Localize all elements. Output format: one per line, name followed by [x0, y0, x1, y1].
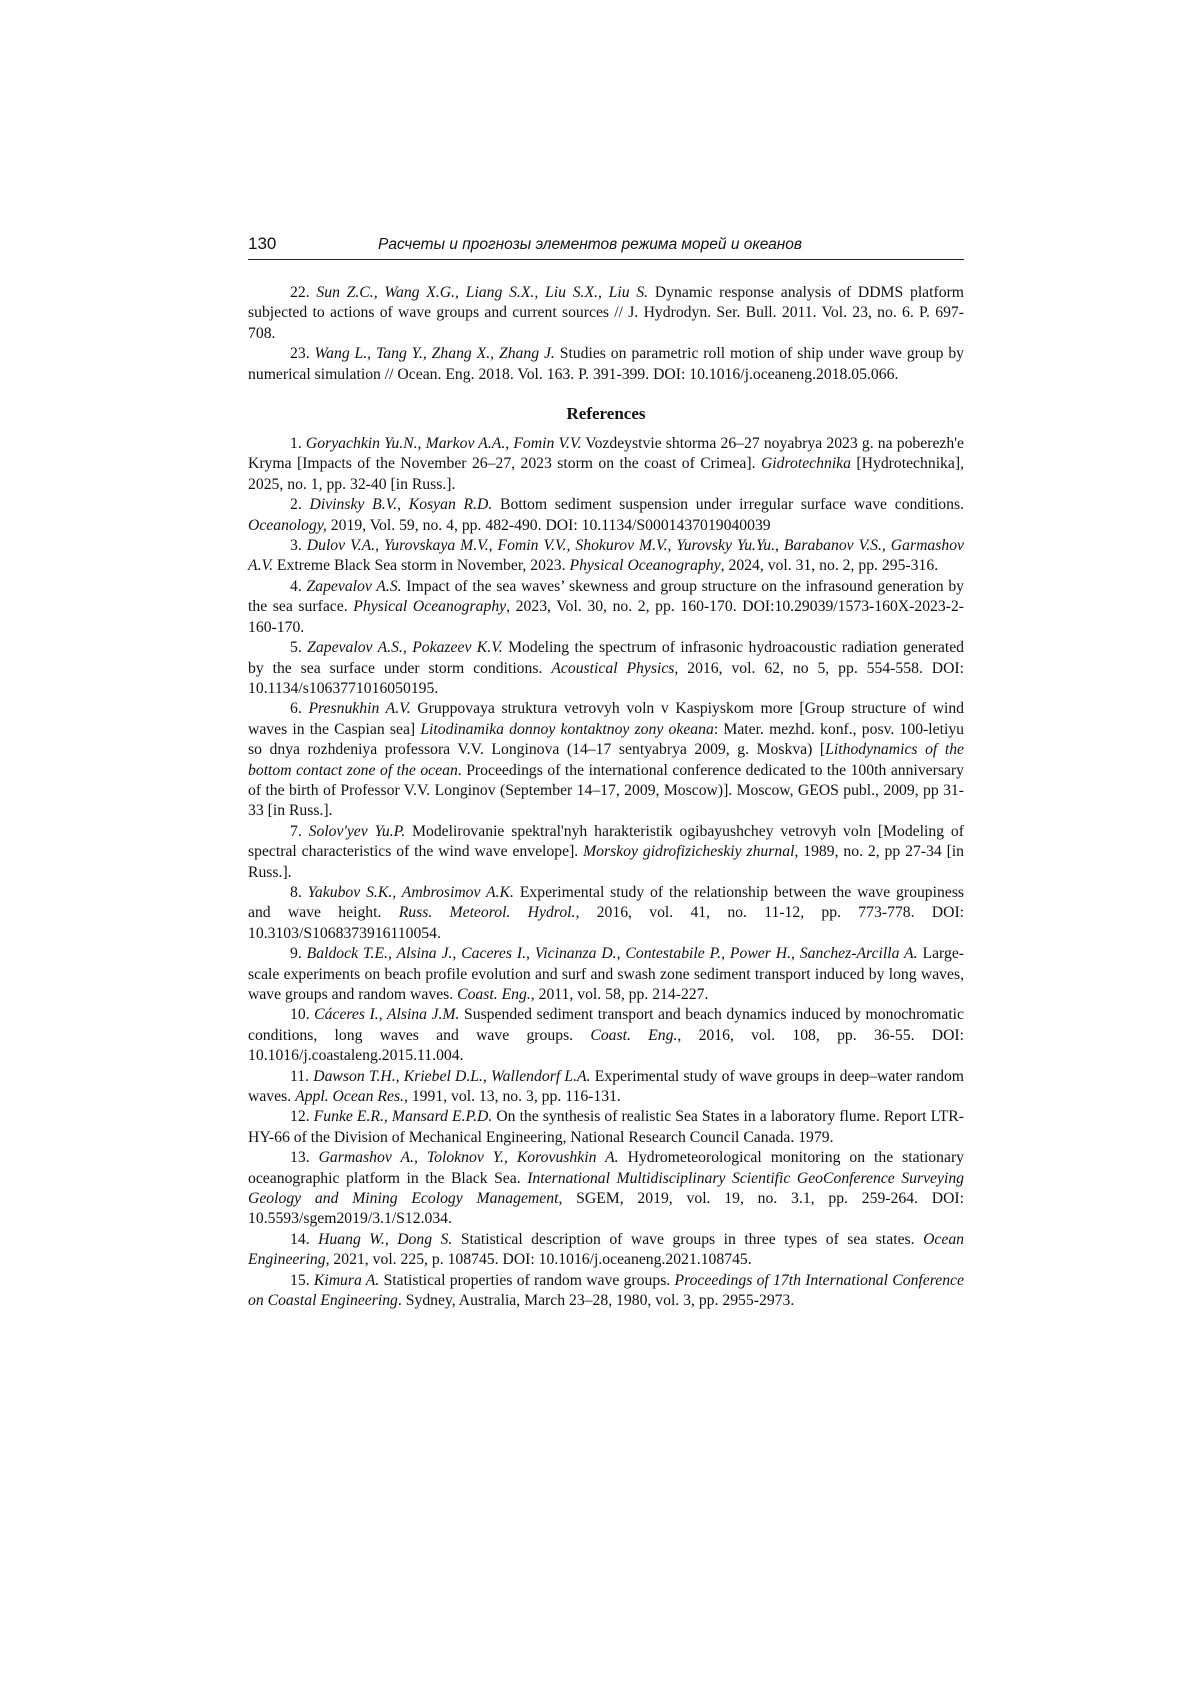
reference-entry: 1. Goryachkin Yu.N., Markov A.A., Fomin V.V. Vozdeystvie shtorma 26–27 noyabrya 2023 g. na poberezh'e Kryma [Impacts of the November 26–27, 2023 storm on the coast of Crimea]. Gidrotechnika [Hydrotechnika], 2025, no. 1, pp. 32-40 [in Russ.].: [248, 435, 965, 493]
reference-entry: 8. Yakubov S.K., Ambrosimov A.K. Experimental study of the relationship between the wave groupiness and wave height. Russ. Meteorol. Hydrol., 2016, vol. 41, no. 11-12, pp. 773-778. DOI: 10.3103/S1068373916110054.: [248, 883, 965, 942]
ref-journal: Coast. Eng.: [457, 986, 531, 1003]
ref-journal: Proceedings of 17th International Conference on Coastal Engineering: [248, 1271, 964, 1310]
ref-authors: Cáceres I., Alsina J.M.: [314, 1006, 460, 1024]
ref-journal: Physical Oceanography: [353, 598, 507, 616]
reference-entry: 14. Huang W., Dong S. Statistical description of wave groups in three types of sea states. Ocean Engineering, 2021, vol. 225, p. 108745. DOI: 10.1016/j.oceaneng.2021.108745.: [248, 1230, 965, 1269]
reference-entry: 13. Garmashov A., Toloknov Y., Korovushkin A. Hydrometeorological monitoring on the stationary oceanographic platform in the Black Sea. International Multidisciplinary Scientific GeoConference Surveying Geology and Mining Ecology Management, SGEM, 2019, vol. 19, no. 3.1, pp. 259-264. DOI: 10.5593/sgem2019/3.1/S12.034.: [248, 1149, 965, 1228]
body-text: [248, 283, 964, 1312]
ref-authors: Divinsky B.V., Kosyan R.D.: [309, 496, 493, 514]
reference-entry: 23. Wang L., Tang Y., Zhang X., Zhang J. Studies on parametric roll motion of ship under wave group by numerical simulation // Ocean. Eng. 2018. Vol. 163. P. 391-399. DOI: 10.1016/j.oceaneng.2018.05.066.: [248, 345, 965, 383]
ref-journal: Appl. Ocean Res.: [295, 1088, 404, 1106]
ref-journal: Physical Oceanography: [569, 557, 721, 575]
ref-authors: Dulov V.A., Yurovskaya M.V., Fomin V.V., Shokurov M.V., Yurovsky Yu.Yu., Barabanov V.S., Garmashov A.V.: [248, 537, 964, 575]
ref-authors: Goryachkin Yu.N., Markov A.A., Fomin V.V.: [305, 435, 582, 453]
reference-entry: 3. Dulov V.A., Yurovskaya M.V., Fomin V.V., Shokurov M.V., Yurovsky Yu.Yu., Barabanov V.S., Garmashov A.V. Extreme Black Sea storm in November, 2023. Physical Oceanography, 2024, vol. 31, no. 2, pp. 295-316.: [248, 537, 964, 575]
ref-journal: Morskoy gidrofizicheskiy zhurnal: [583, 843, 795, 861]
reference-entry: 7. Solov'yev Yu.P. Modelirovanie spektral'nyh harakteristik ogibayushchey vetrovyh voln [Modeling of spectral characteristics of the wind wave envelope]. Morskoy gidrofizicheskiy zhurnal, 1989, no. 2, pp 27-34 [in Russ.].: [248, 822, 964, 881]
page-number: 130: [248, 234, 277, 253]
ref-journal: Coast. Eng.: [590, 1026, 678, 1044]
ref-authors: Zapevalov A.S., Pokazeev K.V.: [307, 639, 503, 657]
reference-entry: 2. Divinsky B.V., Kosyan R.D. Bottom sediment suspension under irregular surface wave conditions. Oceanology, 2019, Vol. 59, no. 4, pp. 482-490. DOI: 10.1134/S0001437019040039: [248, 496, 965, 534]
ref-journal: Gidrotechnika: [760, 455, 851, 473]
reference-entry: 11. Dawson T.H., Kriebel D.L., Wallendorf L.A. Experimental study of wave groups in deep–water random waves. Appl. Ocean Res., 1991, vol. 13, no. 3, pp. 116-131.: [248, 1067, 965, 1106]
ref-authors: Huang W., Dong S.: [318, 1230, 453, 1248]
reference-entry: 4. Zapevalov A.S. Impact of the sea waves’ skewness and group structure on the infrasound generation by the sea surface. Physical Oceanography, 2023, Vol. 30, no. 2, pp. 160-170. DOI:10.29039/1573-160X-2023-2-160-170.: [248, 577, 965, 636]
reference-entry: 10. Cáceres I., Alsina J.M. Suspended sediment transport and beach dynamics induced by monochromatic conditions, long waves and wave groups. Coast. Eng., 2016, vol. 108, pp. 36-55. DOI: 10.1016/j.coastaleng.2015.11.004.: [248, 1006, 965, 1065]
reference-entry: 12. Funke E.R., Mansard E.P.D. On the synthesis of realistic Sea States in a laboratory flume. Report LTR-HY-66 of the Division of Mechanical Engineering, National Research Council Canada. 1979.: [248, 1108, 964, 1146]
reference-entry: 6. Presnukhin A.V. Gruppovaya struktura vetrovyh voln v Kaspiyskom more [Group structure of wind waves in the Caspian sea] Litodinamika donnoy kontaktnoy zony okeana: Mater. mezhd. konf., posv. 100-letiyu so dnya rozhdeniya professora V.V. Longinova (14–17 sentyabrya 2009, g. Moskva) [Lithodynamics of the bottom contact zone of the ocean. Proceedings of the international conference dedicated to the 100th anniversary of the birth of Professor V.V. Longinov (September 14–17, 2009, Moscow)]. Moscow, GEOS publ., 2009, pp 31-33 [in Russ.].: [248, 700, 965, 820]
ref-journal: Ocean Engineering: [248, 1230, 965, 1269]
ref-authors: Garmashov A., Toloknov Y., Korovushkin A.: [318, 1149, 619, 1167]
ref-authors: Presnukhin A.V.: [308, 700, 411, 718]
ref-authors: Yakubov S.K., Ambrosimov A.K.: [307, 883, 514, 901]
reference-entry: 9. Baldock T.E., Alsina J., Caceres I., Vicinanza D., Contestabile P., Power H., Sanchez-Arcilla A. Large-scale experiments on beach profile evolution and surf and swash zone sediment transport induced by long waves, wave groups and random waves. Coast. Eng., 2011, vol. 58, pp. 214-227.: [248, 945, 965, 1003]
ref-authors: Wang L., Tang Y., Zhang X., Zhang J.: [314, 345, 555, 363]
ref-journal: International Multidisciplinary Scientific GeoConference Surveying Geology and Mining Ecology Management: [248, 1169, 964, 1208]
ref-journal: Acoustical Physics: [551, 659, 675, 677]
ref-authors: Baldock T.E., Alsina J., Caceres I., Vicinanza D., Contestabile P., Power H., Sanchez-Arcilla A.: [306, 945, 918, 963]
running-title: Расчеты и прогнозы элементов режима морей и океанов: [378, 236, 803, 253]
reference-entry: 15. Kimura A. Statistical properties of random wave groups. Proceedings of 17th International Conference on Coastal Engineering. Sydney, Australia, March 23–28, 1980, vol. 3, pp. 2955-2973.: [248, 1271, 964, 1310]
references-heading: References: [566, 404, 646, 424]
ref-journal: Russ. Meteorol. Hydrol.,: [398, 904, 580, 922]
reference-entry: 22. Sun Z.C., Wang X.G., Liang S.X., Liu S.X., Liu S. Dynamic response analysis of DDMS platform subjected to actions of wave groups and current sources // J. Hydrodyn. Ser. Bull. 2011. Vol. 23, no. 6. P. 697-708.: [248, 284, 965, 342]
ref-journal: Oceanology,: [248, 516, 327, 534]
ref-authors: Kimura A.: [313, 1271, 380, 1289]
ref-authors: Sun Z.C., Wang X.G., Liang S.X., Liu S.X., Liu S.: [316, 284, 649, 301]
ref-authors: Funke E.R., Mansard E.P.D.: [313, 1108, 493, 1126]
ref-authors: Dawson T.H., Kriebel D.L., Wallendorf L.A.: [313, 1067, 591, 1085]
page-header: [248, 233, 964, 260]
reference-entry: 5. Zapevalov A.S., Pokazeev K.V. Modeling the spectrum of infrasonic hydroacoustic radiation generated by the sea surface under storm conditions. Acoustical Physics, 2016, vol. 62, no 5, pp. 554-558. DOI: 10.1134/s1063771016050195.: [248, 639, 965, 697]
ref-authors: Zapevalov A.S.: [306, 577, 402, 595]
ref-journal: Litodinamika donnoy kontaktnoy zony okeana: [420, 720, 714, 738]
ref-journal: Lithodynamics of the bottom contact zone of the ocean: [248, 741, 965, 779]
ref-authors: Solov'yev Yu.P.: [308, 822, 406, 840]
